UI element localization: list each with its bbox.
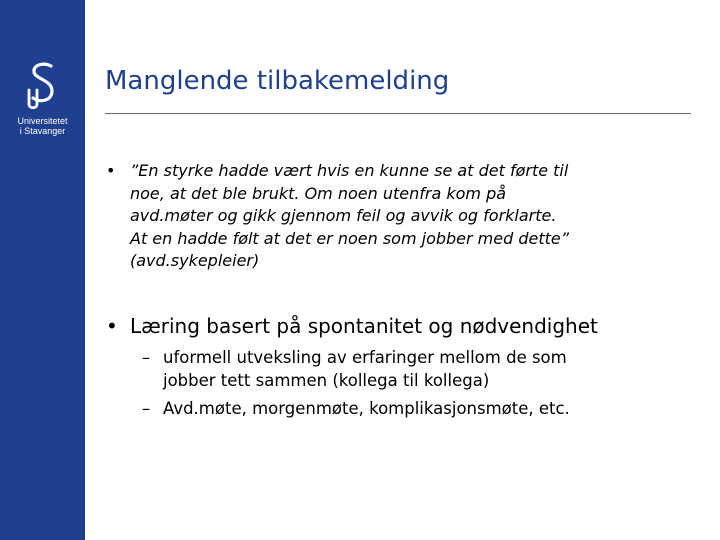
uis-emblem-icon [21,60,65,112]
quote-text [130,160,700,273]
bullet-marker: • [106,314,118,338]
quote-line-3: avd.møter og gikk gjennom feil og avvik og forklarte. [130,206,557,225]
bullet-quote [106,160,706,273]
sidebar-band [0,0,85,540]
quote-line-2: noe, at det ble brukt. Om noen utenfra kom på [130,183,507,203]
subitem-informal-text [163,346,683,392]
bullet-marker: • [106,161,116,180]
slide-title: Manglende tilbakemelding [105,66,450,96]
subitem-informal [142,346,702,392]
quote-line-1: ”En styrke hadde vært hvis en kunne se at det førte til [130,161,569,180]
university-logo [0,60,85,136]
subitem-informal-line-1: uformell utveksling av erfaringer mellom de som [163,348,567,367]
subitem-meetings [142,397,702,420]
subitem-meetings-text: Avd.møte, morgenmøte, komplikasjonsmøte, etc. [163,399,570,418]
quote-line-4: At en hadde følt at det er noen som jobber med dette” [130,228,570,248]
bullet-learning [106,312,706,340]
subitem-marker: – [142,348,151,367]
quote-line-5: (avd.sykepleier) [130,251,260,270]
logo-line-1: Universitetet [17,116,68,126]
logo-line-2: i Stavanger [19,126,66,136]
subitem-marker: – [142,399,151,418]
bullet-learning-text: Læring basert på spontanitet og nødvendighet [130,314,598,338]
title-divider [105,113,691,114]
subitem-informal-line-2: jobber tett sammen (kollega til kollega) [163,371,490,390]
